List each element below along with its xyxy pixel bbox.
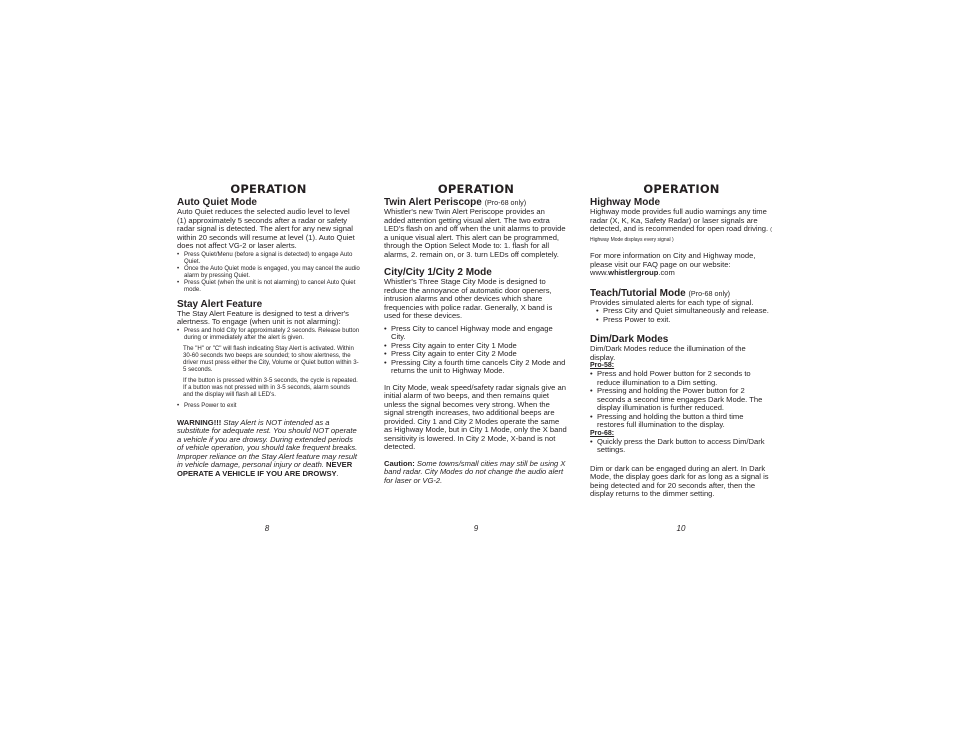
- page-title: OPERATION: [437, 182, 515, 196]
- list-item: • Press City and Quiet simultaneously and release.: [596, 307, 773, 316]
- list-item: • Press Quiet (when the unit is not alarming) to cancel Auto Quiet mode.: [177, 279, 360, 293]
- list-item: • Press City again to enter City 2 Mode: [384, 350, 568, 359]
- caution-text: [384, 460, 568, 486]
- list-item: • Press City again to enter City 1 Mode: [384, 342, 568, 351]
- stay-alert-body: The Stay Alert Feature is designed to test a driver's alertness. To engage (when unit is not alarming):: [177, 308, 349, 326]
- faq-body: For more information on City and Highway mode, please visit our FAQ page on our website: www.: [590, 251, 756, 277]
- stay-alert-para-2: If the button is pressed within 3-5 seconds, the cycle is repeated. If a button was not pressed with in 3-5 seconds, alarm sounds and the display will flash all LED's.: [183, 376, 358, 398]
- list-item: • Quickly press the Dark button to access Dim/Dark settings.: [590, 438, 773, 455]
- teach-mode-list: [590, 307, 773, 324]
- page-number: 8: [264, 524, 270, 533]
- page-10-column: [590, 182, 773, 499]
- list-item: • Press and hold Power button for 2 seconds to reduce illumination to a Dim setting.: [590, 370, 773, 387]
- auto-quiet-body: Auto Quiet reduces the selected audio level to level (1) approximately 5 seconds after a radar or safety radar signal is detected. The alert for any new signal within 20 seconds will resume at level (1). Auto Quiet does not affect VG-2 or laser alerts.: [177, 207, 355, 250]
- page-8-column: [177, 182, 360, 478]
- list-item: • Press Power to exit: [177, 402, 360, 409]
- twin-alert-title: Twin Alert Periscope: [384, 197, 482, 208]
- pro-68-list: [590, 438, 773, 455]
- auto-quiet-list: [177, 251, 360, 293]
- teach-mode-heading: [590, 288, 773, 299]
- highway-mode-heading: Highway Mode: [590, 197, 661, 208]
- page-title: OPERATION: [230, 182, 307, 196]
- list-item: • Press and hold City for approximately 2 seconds. Release button during or immediately after the alert is given.: [177, 327, 360, 341]
- list-item: • Once the Auto Quiet mode is engaged, you may cancel the audio alarm by pressing Quiet.: [177, 265, 360, 279]
- faq-site[interactable]: whistlergroup: [608, 268, 659, 277]
- warning-end: .: [336, 468, 339, 478]
- warning-text: [177, 419, 360, 479]
- highway-body-text: Highway mode provides full audio warnings any time radar (X, K, Ka, Safety Radar) or laser signals are detected, and is recommended for open road driving.: [590, 207, 771, 233]
- city-mode-body: Whistler's Three Stage City Mode is designed to reduce the annoyance of automatic door openers, intrusion alarms and other devices which share frequencies with police radar. Generally, X band is used for these devices.: [384, 277, 553, 320]
- list-item: • Pressing City a fourth time cancels City 2 Mode and returns the unit to Highway Mode.: [384, 359, 568, 376]
- twin-alert-body: Whistler's new Twin Alert Periscope provides an added attention getting visual alert. The two extra LED's flash on and off when the unit alarms to provide a unique visual alert. This alert can be programmed, through the Option Select Mode to: 1. flash for all alarms, 2. remain on, or 3. turn LEDs off completely.: [384, 207, 566, 259]
- pro-68-label: Pro-68:: [590, 429, 615, 437]
- page-number: 10: [676, 524, 686, 533]
- caution-body: Some towns/small cities may still be using X band radar. City Modes do not change the audio alert for laser or VG-2.: [384, 458, 566, 485]
- warning-emphasis: NEVER OPERATE A VEHICLE IF YOU ARE DROWSY: [177, 460, 353, 478]
- stay-alert-para-1: The "H" or "C" will flash indicating Stay Alert is activated. Within 30-60 seconds two beeps are sounded; to show alertness, the driver must press either the City, Volume or Quiet button within 3-5 seconds.: [183, 344, 359, 373]
- list-item: • Pressing and holding the button a third time restores full illumination to the display.: [590, 413, 773, 430]
- caution-label: Caution:: [384, 458, 415, 468]
- page-title: OPERATION: [643, 182, 720, 196]
- list-item: • Pressing and holding the Power button for 2 seconds a second time engages Dark Mode. The display illumination is further reduced.: [590, 387, 773, 413]
- stay-alert-heading: Stay Alert Feature: [177, 298, 263, 310]
- twin-alert-tag: (Pro-68 only): [484, 198, 527, 207]
- page-number: 9: [473, 524, 479, 533]
- teach-mode-title: Teach/Tutorial Mode: [590, 287, 686, 299]
- auto-quiet-heading: Auto Quiet Mode: [177, 197, 257, 208]
- pro-58-label: Pro-58:: [590, 362, 615, 369]
- pro-58-list: [590, 370, 773, 430]
- dim-dark-heading: Dim/Dark Modes: [590, 334, 669, 345]
- stay-alert-list: [177, 327, 360, 341]
- dim-dark-body: Dim/Dark Modes reduce the illumination of the display.: [590, 344, 746, 362]
- dim-dark-para: Dim or dark can be engaged during an alert. In Dark Mode, the display goes dark for as long as a signal is being detected and for 20 seconds after, then the display returns to the dimmer setting.: [590, 463, 769, 498]
- highway-note: ( Highway Mode displays every signal ): [590, 227, 772, 243]
- warning-label: WARNING!!!: [177, 417, 222, 427]
- page-9-column: [384, 182, 568, 485]
- list-item: • Press Power to exit.: [596, 316, 773, 325]
- teach-mode-body: Provides simulated alerts for each type of signal.: [590, 297, 754, 307]
- city-mode-list: [384, 325, 568, 376]
- stay-alert-exit-list: [177, 402, 360, 409]
- city-mode-heading: City/City 1/City 2 Mode: [384, 267, 492, 278]
- teach-mode-tag: (Pro-68 only): [688, 288, 731, 298]
- warning-body: Stay Alert is NOT intended as a substitute for adequate rest. You should NOT operate a vehicle if you are drowsy. During extended periods of vehicle operation, you should take frequent breaks. Improper reliance on the Stay Alert feature may result in vehicle damage, personal injury or death.: [177, 417, 358, 469]
- highway-mode-body: [590, 208, 773, 244]
- faq-domain: .com: [658, 268, 675, 277]
- faq-text: [590, 252, 773, 278]
- list-item: • Press City to cancel Highway mode and engage City.: [384, 325, 568, 342]
- list-item: • Press Quiet/Menu (before a signal is detected) to engage Auto Quiet.: [177, 251, 360, 265]
- city-mode-para: In City Mode, weak speed/safety radar signals give an initial alarm of two beeps, and then remains quiet unless the signal becomes very strong. When the signal strength increases, two additional beeps are provided. City 1 and City 2 Modes operate the same as Highway Mode, but in City 1 Mode, only the X band sensitivity is lowered. In City 2 Mode, X-band is not detected.: [384, 382, 567, 451]
